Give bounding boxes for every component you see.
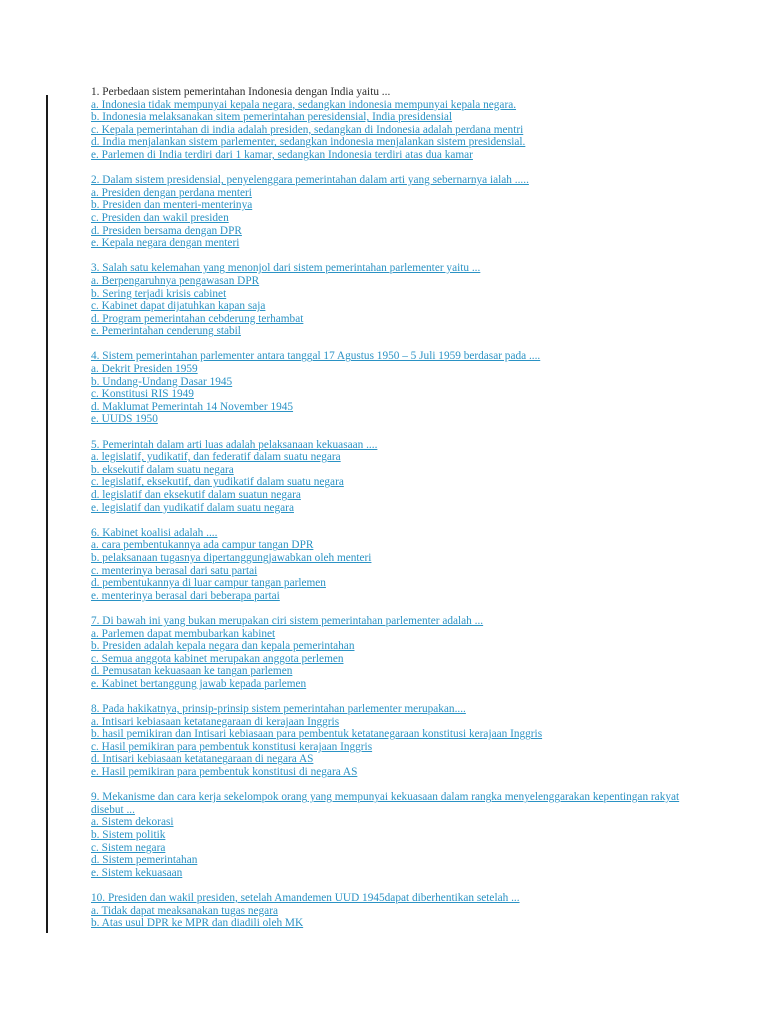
answer-option-d[interactable]: d. Intisari kebiasaan ketatanegaraan di negara AS bbox=[91, 753, 314, 766]
answer-option-a[interactable]: a. Parlemen dapat membubarkan kabinet bbox=[91, 627, 276, 640]
question-block-3 bbox=[91, 262, 701, 338]
answer-option-c[interactable]: c. Presiden dan wakil presiden bbox=[91, 211, 229, 224]
answer-option-d[interactable]: d. Program pemerintahan cebderung terhambat bbox=[91, 312, 304, 325]
answer-option-b[interactable]: b. Presiden dan menteri-menterinya bbox=[91, 199, 253, 212]
answer-option-a[interactable]: a. Tidak dapat meaksanakan tugas negara bbox=[91, 904, 278, 917]
answer-option-c[interactable]: c. Semua anggota kabinet merupakan anggota perlemen bbox=[91, 652, 344, 665]
answer-option-e[interactable]: e. legislatif dan yudikatif dalam suatu negara bbox=[91, 501, 294, 514]
question-text[interactable]: 10. Presiden dan wakil presiden, setelah Amandemen UUD 1945dapat diberhentikan setelah ... bbox=[91, 892, 520, 904]
answer-option-a[interactable]: a. legislatif, yudikatif, dan federatif dalam suatu negara bbox=[91, 451, 341, 464]
answer-option-c[interactable]: c. Konstitusi RIS 1949 bbox=[91, 388, 194, 401]
answer-option-e[interactable]: e. Pemerintahan cenderung stabil bbox=[91, 325, 241, 338]
answer-option-d[interactable]: d. Sistem pemerintahan bbox=[91, 854, 198, 867]
question-block-10 bbox=[91, 892, 701, 930]
question-block-9 bbox=[91, 791, 701, 879]
quiz-content bbox=[91, 86, 701, 942]
answer-option-b[interactable]: b. Indonesia melaksanakan sitem pemerintahan peresidensial, India presidensial bbox=[91, 111, 453, 124]
question-text[interactable]: 6. Kabinet koalisi adalah .... bbox=[91, 526, 218, 539]
answer-option-b[interactable]: b. hasil pemikiran dan Intisari kebiasaan para pembentuk ketatanegaraan konstitusi kerajaan Inggris bbox=[91, 728, 543, 741]
answer-option-c[interactable]: c. menterinya berasal dari satu partai bbox=[91, 564, 258, 577]
answer-option-e[interactable]: e. UUDS 1950 bbox=[91, 413, 158, 426]
answer-option-e[interactable]: e. Parlemen di India terdiri dari 1 kamar, sedangkan Indonesia terdiri atas dua kamar bbox=[91, 148, 473, 161]
answer-option-c[interactable]: c. Hasil pemikiran para pembentuk konstitusi kerajaan Inggris bbox=[91, 740, 373, 753]
answer-option-e[interactable]: e. Kepala negara dengan menteri bbox=[91, 237, 240, 250]
answer-option-e[interactable]: e. Hasil pemikiran para pembentuk konstitusi di negara AS bbox=[91, 766, 358, 779]
question-block-2 bbox=[91, 174, 701, 250]
answer-option-b[interactable]: b. eksekutif dalam suatu negara bbox=[91, 463, 234, 476]
answer-option-b[interactable]: b. Atas usul DPR ke MPR dan diadili oleh MK bbox=[91, 917, 304, 930]
answer-option-b[interactable]: b. Undang-Undang Dasar 1945 bbox=[91, 375, 233, 388]
answer-option-c[interactable]: c. Kepala pemerintahan di india adalah presiden, sedangkan di Indonesia adalah perdana mentri bbox=[91, 123, 524, 136]
answer-option-a[interactable]: a. Indonesia tidak mempunyai kepala negara, sedangkan indonesia mempunyai kepala negara. bbox=[91, 98, 517, 111]
answer-option-d[interactable]: d. India menjalankan sistem parlementer, sedangkan indonesia menjalankan sistem presidensial. bbox=[91, 136, 526, 149]
answer-option-b[interactable]: b. Presiden adalah kepala negara dan kepala pemerintahan bbox=[91, 640, 355, 653]
question-block-7 bbox=[91, 615, 701, 691]
question-text[interactable]: 5. Pemerintah dalam arti luas adalah pelaksanaan kekuasaan .... bbox=[91, 438, 378, 451]
answer-option-a[interactable]: a. Dekrit Presiden 1959 bbox=[91, 363, 198, 376]
answer-option-a[interactable]: a. cara pembentukannya ada campur tangan DPR bbox=[91, 539, 314, 552]
answer-option-a[interactable]: a. Berpengaruhnya pengawasan DPR bbox=[91, 274, 260, 287]
question-text[interactable]: 8. Pada hakikatnya, prinsip-prinsip sistem pemerintahan parlementer merupakan.... bbox=[91, 703, 466, 716]
question-text[interactable]: 7. Di bawah ini yang bukan merupakan ciri sistem pemerintahan parlementer adalah ... bbox=[91, 614, 484, 627]
question-text[interactable]: 2. Dalam sistem presidensial, penyelenggara pemerintahan dalam arti yang sebernarnya ialah ..... bbox=[91, 174, 529, 187]
question-block-6 bbox=[91, 527, 701, 603]
question-block-5 bbox=[91, 439, 701, 515]
answer-option-a[interactable]: a. Sistem dekorasi bbox=[91, 816, 174, 829]
answer-option-b[interactable]: b. pelaksanaan tugasnya dipertanggungjawabkan oleh menteri bbox=[91, 551, 372, 564]
answer-option-d[interactable]: d. legislatif dan eksekutif dalam suatun negara bbox=[91, 489, 301, 501]
answer-option-c[interactable]: c. legislatif, eksekutif, dan yudikatif dalam suatu negara bbox=[91, 476, 344, 489]
answer-option-d[interactable]: d. pembentukannya di luar campur tangan parlemen bbox=[91, 577, 326, 590]
question-text: 1. Perbedaan sistem pemerintahan Indonesia dengan India yaitu ... bbox=[91, 86, 391, 98]
answer-option-a[interactable]: a. Presiden dengan perdana menteri bbox=[91, 186, 252, 199]
answer-option-e[interactable]: e. Sistem kekuasaan bbox=[91, 866, 183, 879]
question-text[interactable]: 9. Mekanisme dan cara kerja sekelompok orang yang mempunyai kekuasaan dalam rangka menyelenggarakan kepentingan rakyat disebut ... bbox=[91, 791, 680, 816]
answer-option-a[interactable]: a. Intisari kebiasaan ketatanegaraan di kerajaan Inggris bbox=[91, 715, 340, 728]
question-block-4 bbox=[91, 350, 701, 426]
answer-option-e[interactable]: e. Kabinet bertanggung jawab kepada parlemen bbox=[91, 677, 307, 690]
answer-option-c[interactable]: c. Kabinet dapat dijatuhkan kapan saja bbox=[91, 300, 266, 313]
question-block-8 bbox=[91, 703, 701, 779]
answer-option-c[interactable]: c. Sistem negara bbox=[91, 841, 166, 854]
margin-rule bbox=[46, 95, 48, 933]
answer-option-b[interactable]: b. Sistem politik bbox=[91, 829, 166, 842]
answer-option-e[interactable]: e. menterinya berasal dari beberapa partai bbox=[91, 589, 280, 602]
question-block-1 bbox=[91, 86, 701, 162]
answer-option-b[interactable]: b. Sering terjadi krisis cabinet bbox=[91, 287, 227, 300]
answer-option-d[interactable]: d. Maklumat Pemerintah 14 November 1945 bbox=[91, 400, 294, 413]
question-text[interactable]: 3. Salah satu kelemahan yang menonjol dari sistem pemerintahan parlementer yaitu ... bbox=[91, 262, 481, 275]
answer-option-d[interactable]: d. Presiden bersama dengan DPR bbox=[91, 224, 242, 237]
question-text[interactable]: 4. Sistem pemerintahan parlementer antara tanggal 17 Agustus 1950 – 5 Juli 1959 berdasar pada .... bbox=[91, 350, 541, 363]
answer-option-d[interactable]: d. Pemusatan kekuasaan ke tangan parlemen bbox=[91, 665, 293, 678]
